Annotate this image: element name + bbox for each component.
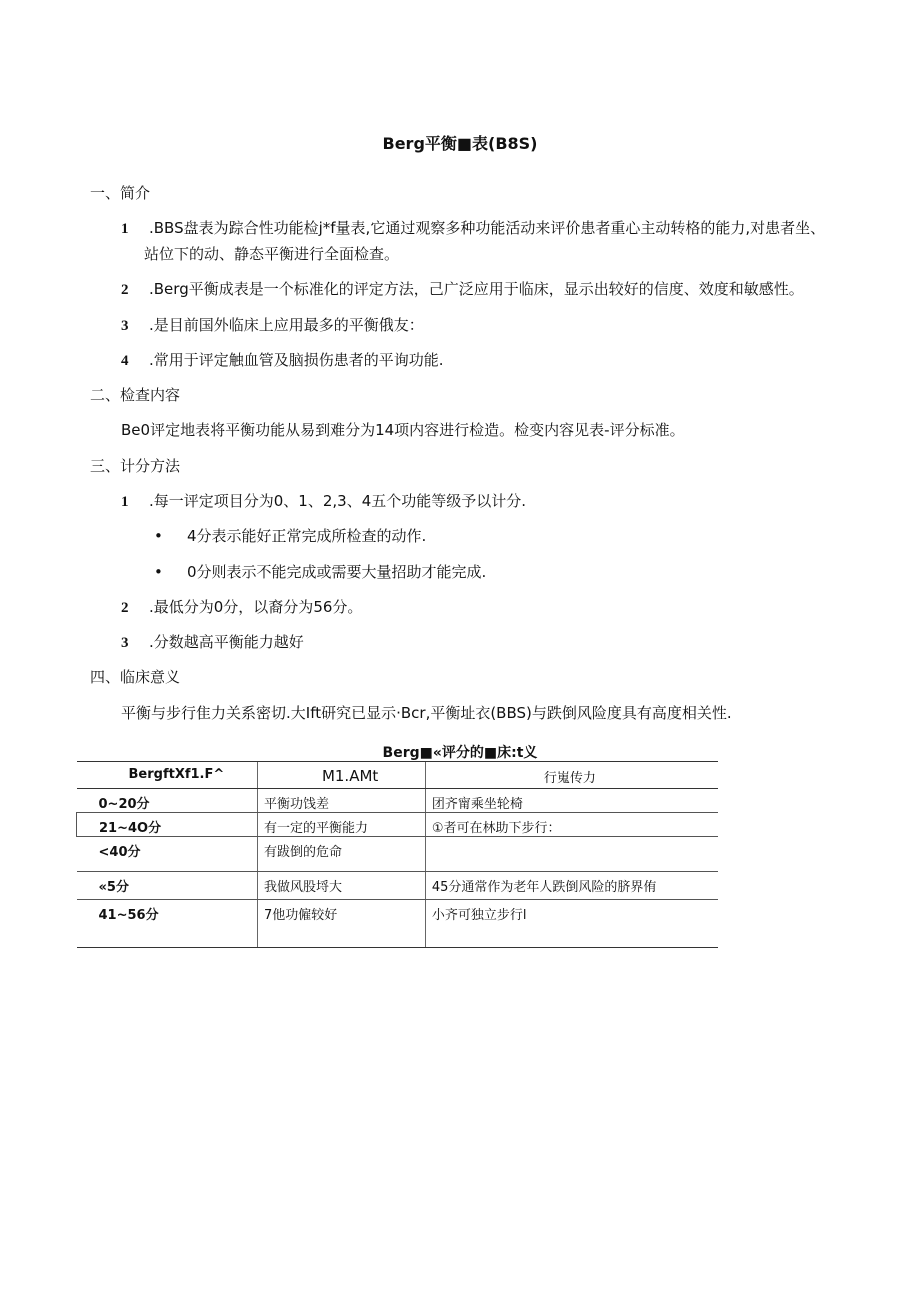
scoring-item-3	[121, 631, 304, 652]
item-text: .BBS盘表为踪合性功能检j*f量表,它通过观察多种功能活动来评价患者重心主动转格的能力,对患者坐、	[149, 219, 826, 237]
table-cell: 41~56分	[77, 900, 258, 948]
item-text: .Berg平衡成表是一个标准化的评定方法，己广泛应用于临床，显示出较好的信度、效度和敏感性。	[149, 280, 804, 298]
table-row	[77, 900, 719, 948]
table-cell: 21~4O分	[77, 813, 258, 837]
table-header-cell: 行嵬传力	[425, 762, 718, 789]
table-row	[77, 837, 719, 872]
content-paragraph: Be0评定地表将平衡功能从易到难分为14项内容进行检造。检变内容见表-评分标准。	[121, 421, 685, 439]
item-number: 1	[121, 494, 129, 510]
item-number: 1	[121, 221, 129, 237]
scoring-bullet-2	[154, 561, 486, 582]
item-number: 2	[121, 600, 129, 616]
section-heading-content: 二、检查内容	[90, 386, 181, 404]
bullet-mark: •	[154, 527, 163, 545]
table-header-cell: M1.AMt	[257, 762, 425, 789]
table-cell: 有跋倒的危命	[257, 837, 425, 872]
table-cell: «5分	[77, 872, 258, 900]
table-row	[77, 789, 719, 813]
bullet-text: 0分则表示不能完成或需要大量招助才能完成.	[187, 563, 487, 581]
section-heading-scoring: 三、计分方法	[90, 457, 181, 475]
item-text: .是目前国外临床上应用最多的平衡俄友：	[149, 316, 424, 334]
scoring-item-2	[121, 596, 362, 617]
table-cell: 小齐可独立步行l	[425, 900, 718, 948]
item-text: .常用于评定触血管及脑损伤患者的平询功能.	[149, 351, 444, 369]
scoring-bullet-1	[154, 525, 426, 546]
table-caption: Berg■«评分的■床:t义	[382, 745, 538, 761]
table-row	[77, 872, 719, 900]
item-number: 4	[121, 353, 129, 369]
intro-item-2	[121, 278, 804, 299]
table-cell: ①者可在林助下步行：	[425, 813, 718, 837]
table-header-row	[77, 762, 719, 789]
score-table	[76, 761, 718, 948]
table-cell	[425, 837, 718, 872]
table-cell: 0~20分	[77, 789, 258, 813]
table-cell: 平衡功饯差	[257, 789, 425, 813]
section-heading-clinical: 四、临床意义	[90, 668, 181, 686]
item-text: .最低分为0分，以裔分为56分。	[149, 598, 363, 616]
item-number: 3	[121, 635, 129, 651]
table-cell: <40分	[77, 837, 258, 872]
intro-item-3	[121, 314, 424, 335]
table-cell: 7他功僱较好	[257, 900, 425, 948]
table-cell: 45分通常作为老年人跌倒风险的脐界侑	[425, 872, 718, 900]
intro-item-1-continuation: 站位下的动、静态平衡进行全面检查。	[144, 245, 400, 263]
item-text: .分数越高平衡能力越好	[149, 633, 304, 651]
bullet-mark: •	[154, 563, 163, 581]
table-row	[77, 813, 719, 837]
table-cell: 我做风股埒大	[257, 872, 425, 900]
item-number: 3	[121, 318, 129, 334]
scoring-item-1	[121, 490, 526, 511]
intro-item-4	[121, 349, 444, 370]
bullet-text: 4分表示能好正常完成所检查的动作.	[187, 527, 427, 545]
item-number: 2	[121, 282, 129, 298]
table-header-cell: BergftXf1.F^	[77, 762, 258, 789]
table-cell: 团齐甯乘坐轮椅	[425, 789, 718, 813]
section-heading-intro: 一、简介	[90, 184, 151, 202]
table-cell: 有一定的平衡能力	[257, 813, 425, 837]
document-title: Berg平衡■表(B8S)	[382, 134, 538, 153]
intro-item-1	[121, 217, 825, 238]
item-text: .每一评定项目分为0、1、2,3、4五个功能等级予以计分.	[149, 492, 527, 510]
clinical-paragraph: 平衡与步行隹力关系密切.大Ift研究已显示·Bcr,平衡址衣(BBS)与跌倒风险度具有高度相关性.	[121, 704, 732, 722]
